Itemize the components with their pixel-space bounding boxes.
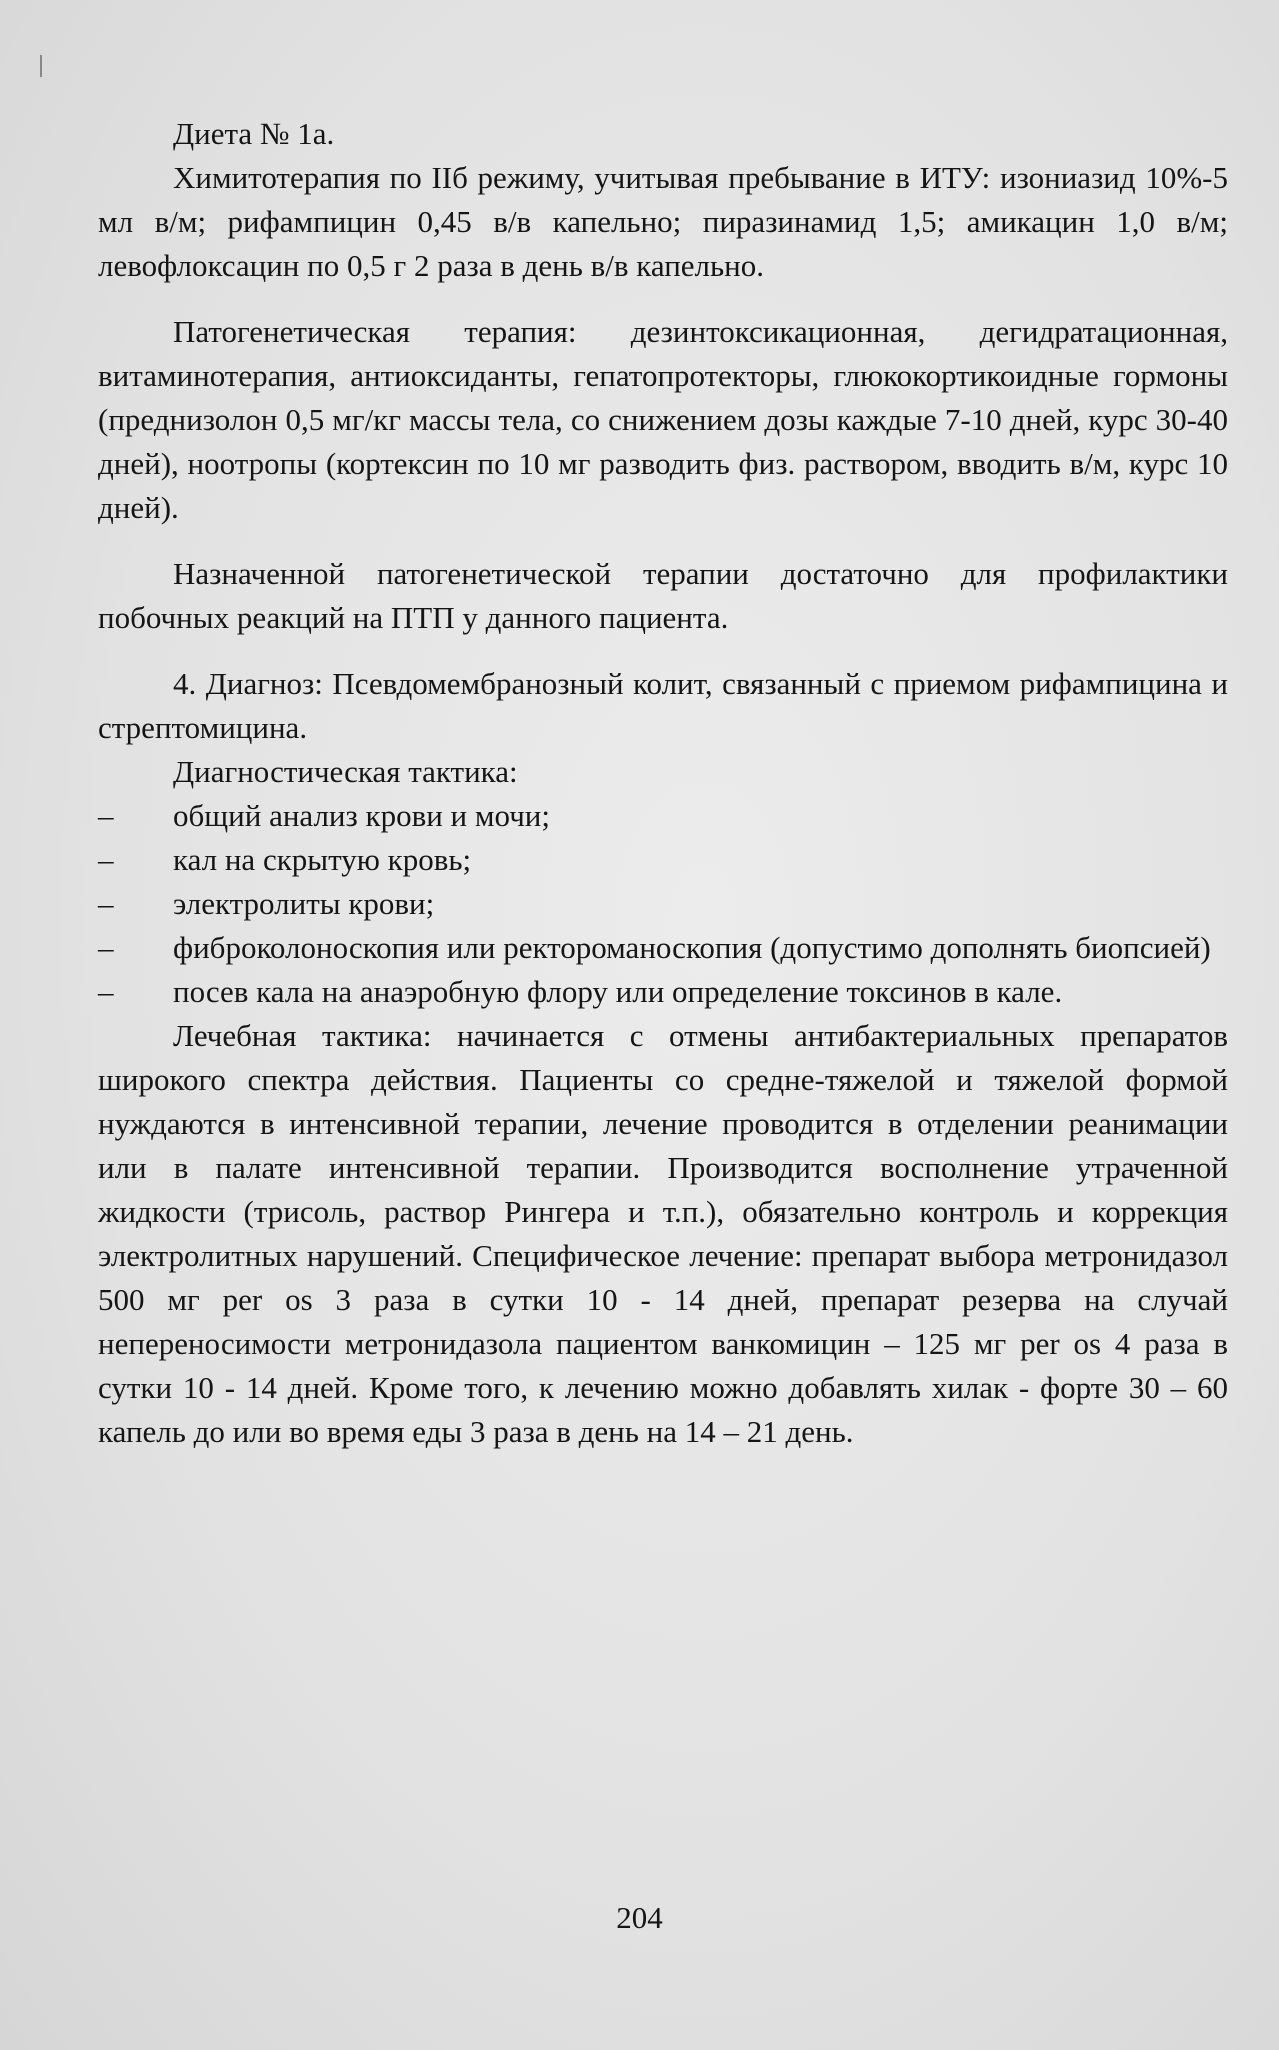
dash-bullet: –: [98, 886, 114, 921]
list-item: [98, 970, 1228, 1014]
dash-bullet: –: [98, 974, 114, 1009]
page-body: [98, 112, 1228, 1454]
diagnosis-paragraph: 4. Диагноз: Псевдомембранозный колит, связанный с приемом рифампицина и стрептомицина.: [98, 666, 1228, 745]
list-item: [98, 882, 1228, 926]
list-item: [98, 926, 1228, 970]
list-item-text: посев кала на анаэробную флору или определение токсинов в кале.: [173, 974, 1063, 1009]
prophylaxis-paragraph: Назначенной патогенетической терапии достаточно для профилактики побочных реакций на ПТП у данного пациента.: [98, 556, 1228, 635]
diagnostic-tactics-heading: Диагностическая тактика:: [173, 754, 518, 789]
list-item: [98, 794, 1228, 838]
dash-bullet: –: [98, 842, 114, 877]
list-item: [98, 838, 1228, 882]
list-item-text: общий анализ крови и мочи;: [173, 798, 550, 833]
page-number: 204: [616, 1900, 663, 1935]
list-item-text: кал на скрытую кровь;: [173, 842, 472, 877]
page-edge-mark: [40, 55, 42, 77]
list-item-text: фиброколоноскопия или ректороманоскопия (допустимо дополнять биопсией): [173, 930, 1211, 965]
diagnostic-list: [98, 794, 1228, 1014]
dash-bullet: –: [98, 798, 114, 833]
treatment-paragraph: Лечебная тактика: начинается с отмены антибактериальных препаратов широкого спектра действия. Пациенты со средне-тяжелой и тяжелой формой нуждаются в интенсивной терапии, лечение проводится в отделении реанимации или в палате интенсивной терапии. Производится восполнение утраченной жидкости (трисоль, раствор Рингера и т.п.), обязательно контроль и коррекция электролитных нарушений. Специфическое лечение: препарат выбора метронидазол 500 мг per os 3 раза в сутки 10 - 14 дней, препарат резерва на случай непереносимости метронидазола пациентом ванкомицин – 125 мг per os 4 раза в сутки 10 - 14 дней. Кроме того, к лечению можно добавлять хилак - форте 30 – 60 капель до или во время еды 3 раза в день на 14 – 21 день.: [98, 1018, 1228, 1449]
dash-bullet: –: [98, 930, 114, 965]
diet-line: Диета № 1а.: [173, 116, 335, 151]
list-item-text: электролиты крови;: [173, 886, 435, 921]
chemotherapy-paragraph: Химитотерапия по IIб режиму, учитывая пребывание в ИТУ: изониазид 10%-5 мл в/м; рифампицин 0,45 в/в капельно; пиразинамид 1,5; амикацин 1,0 в/м; левофлоксацин по 0,5 г 2 раза в день в/в капельно.: [98, 160, 1228, 283]
pathogenetic-therapy-paragraph: Патогенетическая терапия: дезинтоксикационная, дегидратационная, витаминотерапия, антиоксиданты, гепатопротекторы, глюкокортикоидные гормоны (преднизолон 0,5 мг/кг массы тела, со снижением дозы каждые 7-10 дней, курс 30-40 дней), ноотропы (кортексин по 10 мг разводить физ. раствором, вводить в/м, курс 10 дней).: [98, 314, 1228, 525]
